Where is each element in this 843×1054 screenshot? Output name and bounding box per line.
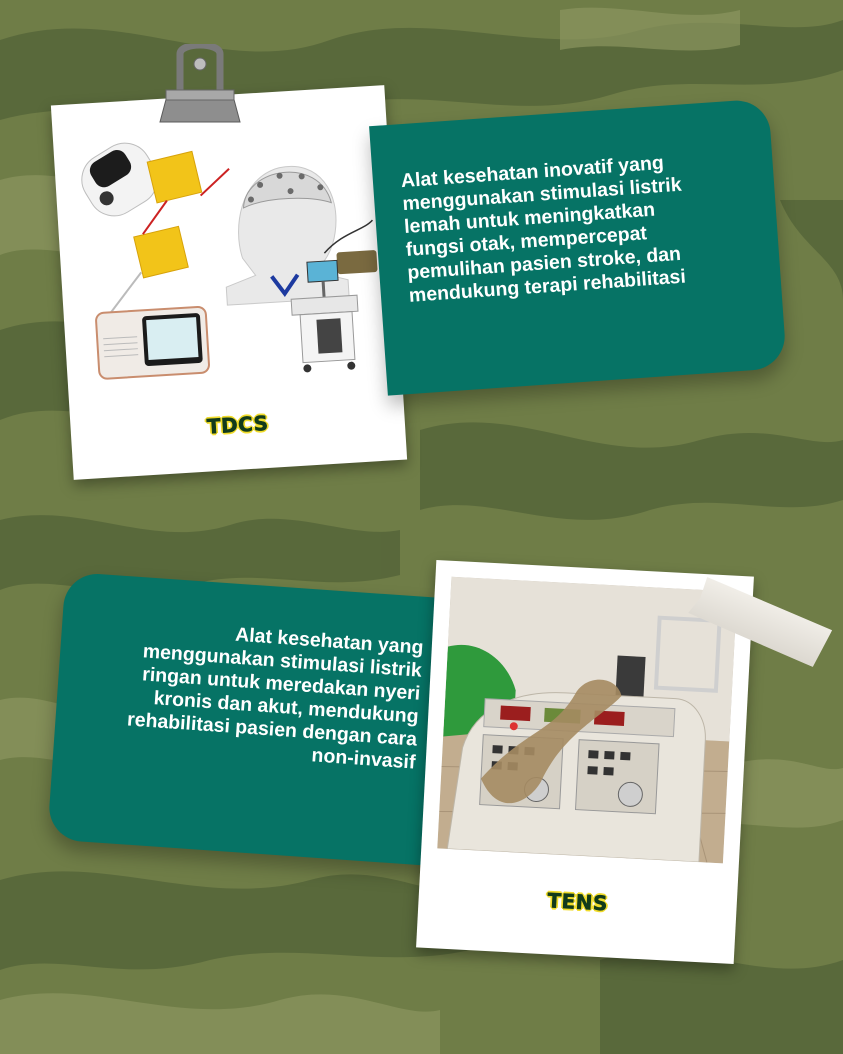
tens-polaroid-card <box>416 560 754 964</box>
binder-clip-icon <box>150 44 250 124</box>
eeg-cap-mannequin-image <box>219 161 379 305</box>
tens-description-box <box>47 572 455 867</box>
tdcs-description-text: Alat kesehatan inovatif yang menggunakan stimulasi listrik lemah untuk meningkatkan fungsi otak, mempercepat pemulihan pasien stroke, dan mendukung terapi rehabilitasi <box>400 151 687 307</box>
tdcs-description-box <box>369 98 787 395</box>
tens-device-photo <box>437 577 737 864</box>
tens-label: TENS <box>546 888 609 916</box>
tens-description-text: Alat kesehatan yang menggunakan stimulasi listrik ringan untuk meredakan nyeri kronis dan akut, mendukung rehabilitasi pasien dengan cara non-invasif <box>126 623 425 774</box>
tdcs-label: TDCS <box>206 410 270 439</box>
tablet-stimulator-image <box>96 306 210 379</box>
tdcs-device-collage <box>66 100 386 390</box>
tdcs-polaroid-card <box>51 85 407 480</box>
